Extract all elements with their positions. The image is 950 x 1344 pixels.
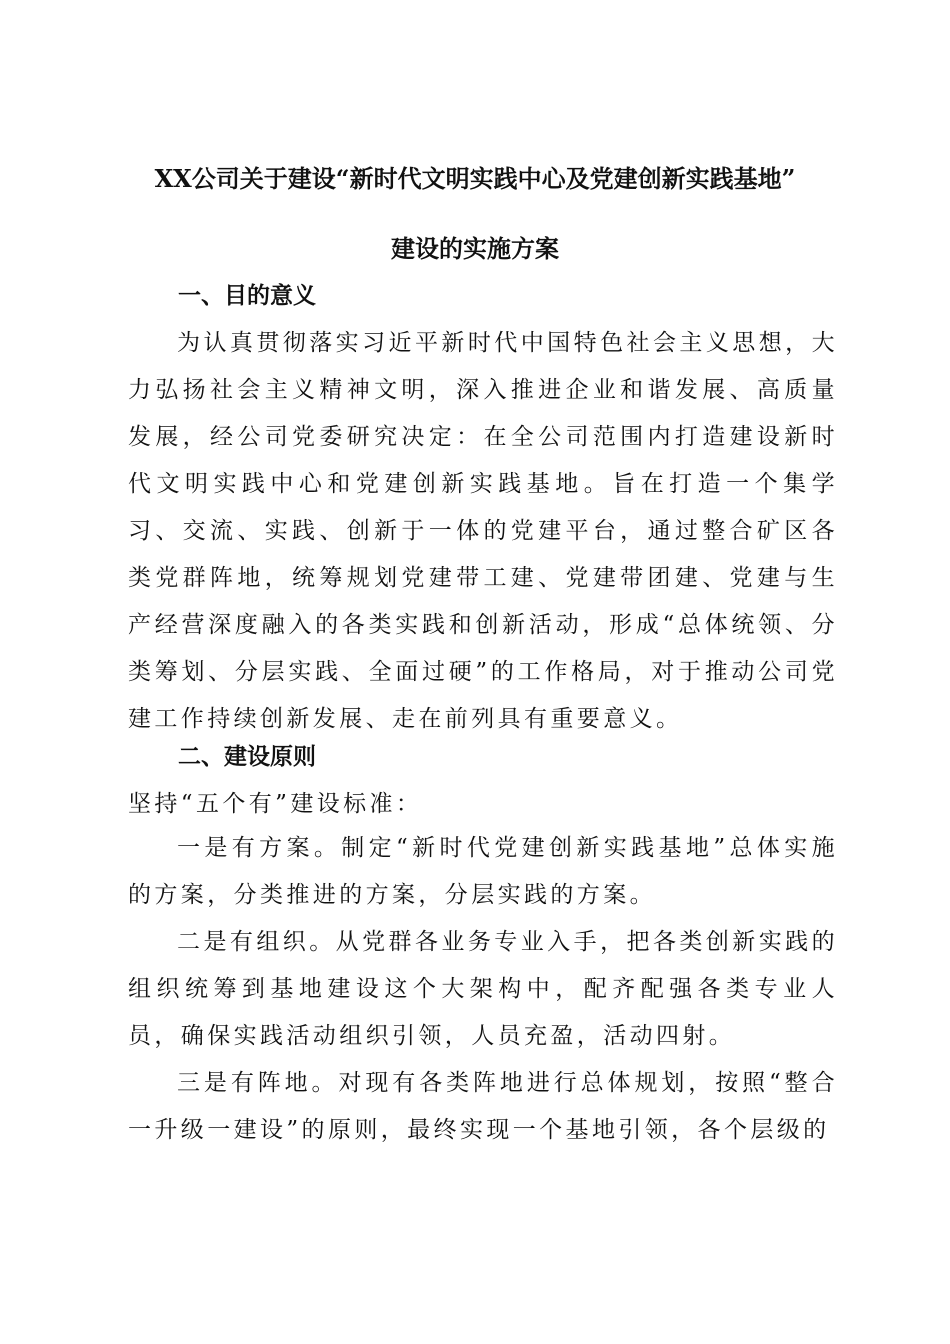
section-heading-principles: 二、建设原则 [178,744,316,770]
paragraph-purpose: 为认真贯彻落实习近平新时代中国特色社会主义思想，大力弘扬社会主义精神文明，深入推进企业和谐发展、高质量发展，经公司党委研究决定：在全公司范围内打造建设新时代文明实践中心和党建创新实践基地。旨在打造一个集学习、交流、实践、创新于一体的党建平台，通过整合矿区各类党群阵地，统筹规划党建带工建、党建带团建、党建与生产经营深度融入的各类实践和创新活动，形成“总体统领、分类筹划、分层实践、全面过硬”的工作格局，对于推动公司党建工作持续创新发展、走在前列具有重要意义。 [128,330,838,732]
principle-item-plan: 一是有方案。制定“新时代党建创新实践基地”总体实施的方案，分类推进的方案，分层实践的方案。 [128,835,838,908]
document-title-line-2: 建设的实施方案 [391,234,559,263]
principle-item-organization: 二是有组织。从党群各业务专业入手，把各类创新实践的组织统筹到基地建设这个大架构中，配齐配强各类专业人员，确保实践活动组织引领，人员充盈，活动四射。 [128,929,838,1049]
principle-item-position: 三是有阵地。对现有各类阵地进行总体规划，按照“整合一升级一建设”的原则，最终实现一个基地引领，各个层级的 [128,1070,838,1143]
document-title-line-1: XX公司关于建设“新时代文明实践中心及党建创新实践基地” [154,164,796,193]
section-heading-purpose: 一、目的意义 [178,283,316,309]
principles-intro: 坚持“五个有”建设标准： [128,791,423,817]
